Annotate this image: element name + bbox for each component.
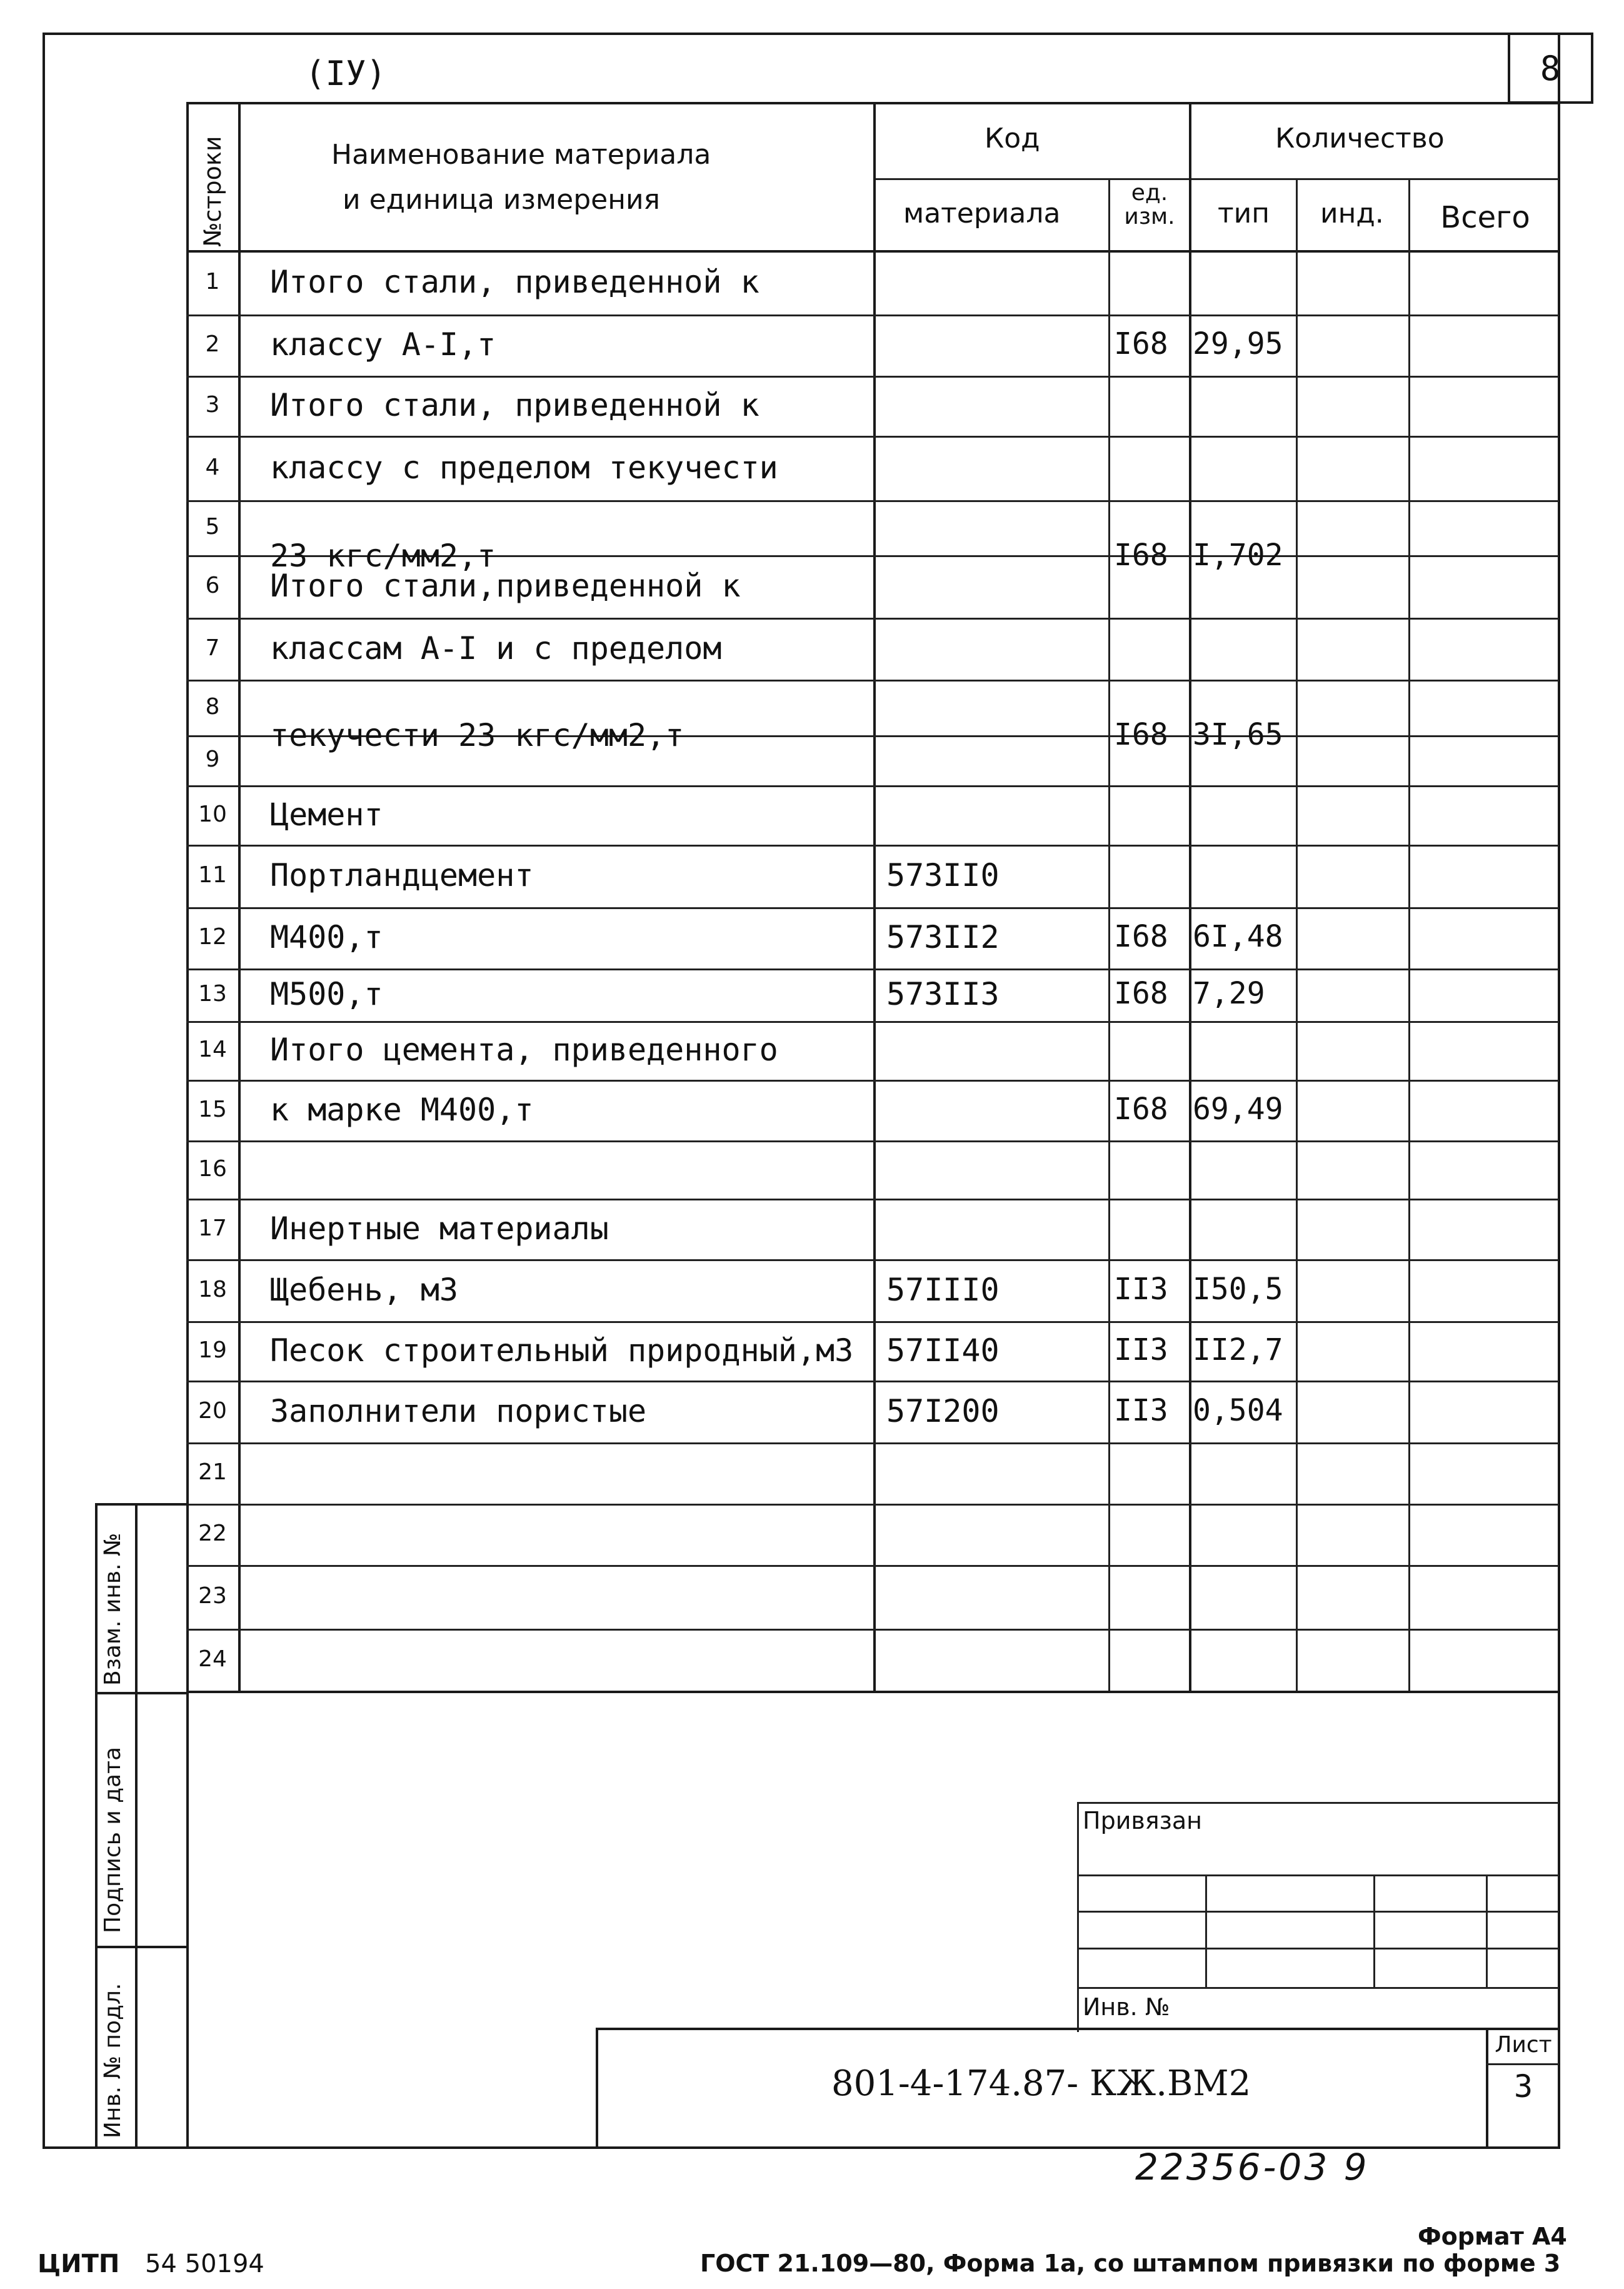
stamp-inv-no-label: Инв. № [1083, 1993, 1170, 2021]
row-type: 0,504 [1193, 1392, 1283, 1428]
header-qty-type: тип [1218, 198, 1270, 229]
table-row [0, 1259, 1624, 1321]
row-name: текучести 23 кгс/мм2,т [270, 717, 684, 753]
row-type: 3I,65 [1193, 717, 1283, 752]
row-unit: I68 [1114, 1091, 1168, 1127]
table-row [0, 1321, 1624, 1381]
table-row [0, 845, 1624, 907]
stamp-title-left [596, 2028, 598, 2149]
row-code: 573II2 [886, 919, 1000, 955]
header-row-no: №строки [199, 136, 226, 247]
side-sep-1 [95, 1692, 189, 1694]
row-name: Цемент [270, 796, 383, 833]
table-row [0, 1629, 1624, 1691]
row-name: классу А-I,т [270, 326, 496, 363]
row-unit: I68 [1114, 538, 1168, 573]
row-unit: I68 [1114, 919, 1168, 954]
row-number: 3 [205, 392, 220, 418]
row-number: 23 [198, 1583, 227, 1609]
row-type: I50,5 [1193, 1271, 1283, 1307]
row-name: к марке М400,т [270, 1091, 534, 1128]
header-code: Код [985, 123, 1040, 154]
table-row [0, 1080, 1624, 1140]
row-number: 7 [205, 635, 220, 661]
row-code: 57I200 [886, 1392, 1000, 1429]
row-number: 1 [205, 268, 220, 294]
side-label-inv-podl: Инв. № подл. [100, 1983, 126, 2138]
side-strip-top [95, 1503, 189, 1506]
row-name: классу с пределом текучести [270, 449, 778, 486]
table-row [0, 735, 1624, 785]
row-number: 6 [205, 573, 220, 598]
row-name: Итого цемента, приведенного [270, 1032, 778, 1068]
table-row [0, 968, 1624, 1021]
row-number: 13 [198, 981, 227, 1007]
row-name: Инертные материалы [270, 1210, 609, 1247]
frame-top [43, 33, 1591, 35]
row-number: 16 [198, 1155, 227, 1182]
stamp-privyazan-left [1077, 1802, 1079, 2032]
row-name: Заполнители пористые [270, 1392, 647, 1429]
table-row [0, 1381, 1624, 1442]
table-row [0, 1504, 1624, 1565]
row-code: 573II3 [886, 976, 1000, 1012]
row-name: Итого стали, приведенной к [270, 387, 759, 423]
stamp-grid-v2 [1373, 1874, 1375, 1987]
row-unit: II3 [1114, 1392, 1168, 1428]
row-number: 15 [198, 1096, 227, 1122]
table-row [0, 907, 1624, 968]
footer-order: 54 50194 [145, 2250, 264, 2278]
row-code: 57III0 [886, 1271, 1000, 1308]
side-strip-left [95, 1503, 98, 2149]
side-label-vzam: Взам. инв. № [100, 1532, 126, 1686]
row-number: 9 [205, 747, 220, 772]
table-row [0, 500, 1624, 574]
row-number: 8 [205, 693, 220, 720]
row-number: 19 [198, 1337, 227, 1363]
row-name: Портландцемент [270, 857, 534, 893]
row-name: Итого стали, приведенной к [270, 263, 759, 300]
row-type: 29,95 [1193, 326, 1283, 361]
table-row [0, 1565, 1624, 1629]
table-row [0, 1199, 1624, 1259]
header-code-unit: ед. изм. [1124, 180, 1175, 229]
row-number: 17 [198, 1215, 227, 1241]
header-qty-ind: инд. [1320, 198, 1384, 229]
table-row [0, 618, 1624, 680]
table-row [0, 680, 1624, 753]
footer-gost: ГОСТ 21.109—80, Форма 1а, со штампом привязки по форме 3 [700, 2250, 1561, 2277]
row-name: Щебень, м3 [270, 1271, 459, 1308]
row-name: классам А-I и с пределом [270, 630, 722, 667]
footer-format: Формат А4 [1418, 2223, 1567, 2250]
side-label-podpis: Подпись и дата [100, 1746, 126, 1933]
side-sep-2 [95, 1946, 189, 1948]
row-number: 4 [205, 454, 220, 480]
header-name-line1: Наименование материала [331, 139, 711, 171]
stamp-list-value: 3 [1513, 2068, 1533, 2105]
row-name: М500,т [270, 976, 383, 1012]
table-row [0, 555, 1624, 618]
row-number: 24 [198, 1646, 227, 1672]
table-row [0, 436, 1624, 500]
row-name: Итого стали,приведенной к [270, 568, 741, 604]
row-number: 10 [198, 801, 227, 827]
header-qty-total: Всего [1440, 200, 1530, 235]
row-code: 57II40 [886, 1332, 1000, 1369]
header-name-line2: и единица измерения [343, 184, 661, 216]
table-row [0, 250, 1624, 314]
row-type: 69,49 [1193, 1091, 1283, 1127]
stamp-grid-h4 [1077, 1987, 1559, 1989]
stamp-grid-v3 [1486, 1874, 1488, 1987]
row-type: I,702 [1193, 538, 1283, 573]
header-qty: Количество [1275, 123, 1445, 154]
row-name: Песок строительный природный,м3 [270, 1332, 854, 1369]
row-name: 23 кгс/мм2,т [270, 538, 496, 574]
corner-label: (IУ) [305, 54, 387, 93]
stamp-list-sep [1486, 2063, 1559, 2065]
table-top-line [186, 102, 1559, 104]
stamp-privyazan-top [1077, 1802, 1559, 1804]
row-unit: II3 [1114, 1332, 1168, 1367]
row-code: 573II0 [886, 857, 1000, 893]
row-type: 6I,48 [1193, 919, 1283, 954]
row-number: 22 [198, 1521, 227, 1546]
row-number: 14 [198, 1037, 227, 1062]
side-strip-mid [135, 1503, 138, 2149]
stamp-doc-code: 801-4-174.87- КЖ.ВМ2 [831, 2063, 1251, 2104]
row-type: II2,7 [1193, 1332, 1283, 1367]
row-unit: I68 [1114, 326, 1168, 361]
row-number: 12 [198, 924, 227, 950]
table-row [0, 1140, 1624, 1199]
row-number: 20 [198, 1397, 227, 1424]
row-unit: II3 [1114, 1271, 1168, 1307]
stamp-grid-v1 [1205, 1874, 1207, 1987]
footer-org: ЦИТП [38, 2250, 120, 2278]
header-code-material: материала [903, 198, 1061, 229]
row-name: М400,т [270, 919, 383, 955]
stamp-title-top [596, 2028, 1559, 2030]
table-row [0, 785, 1624, 845]
row-unit: I68 [1114, 717, 1168, 752]
stamp-list-label: Лист [1495, 2032, 1552, 2058]
row-number: 21 [198, 1459, 227, 1485]
row-number: 2 [205, 331, 220, 357]
stamp-privyazan-label: Привязан [1083, 1807, 1202, 1834]
table-bottom-line [186, 1691, 1559, 1693]
row-number: 11 [198, 862, 227, 888]
handwritten-number: 22356-03 9 [1135, 2146, 1370, 2188]
sheet-number: 8 [1540, 49, 1561, 88]
table-row [0, 1021, 1624, 1080]
row-unit: I68 [1114, 976, 1168, 1011]
header-sub-line [873, 178, 1559, 180]
row-number: 18 [198, 1276, 227, 1302]
table-row [0, 314, 1624, 376]
row-type: 7,29 [1193, 976, 1265, 1011]
table-row [0, 1442, 1624, 1504]
row-number: 5 [205, 514, 220, 540]
table-row [0, 376, 1624, 436]
